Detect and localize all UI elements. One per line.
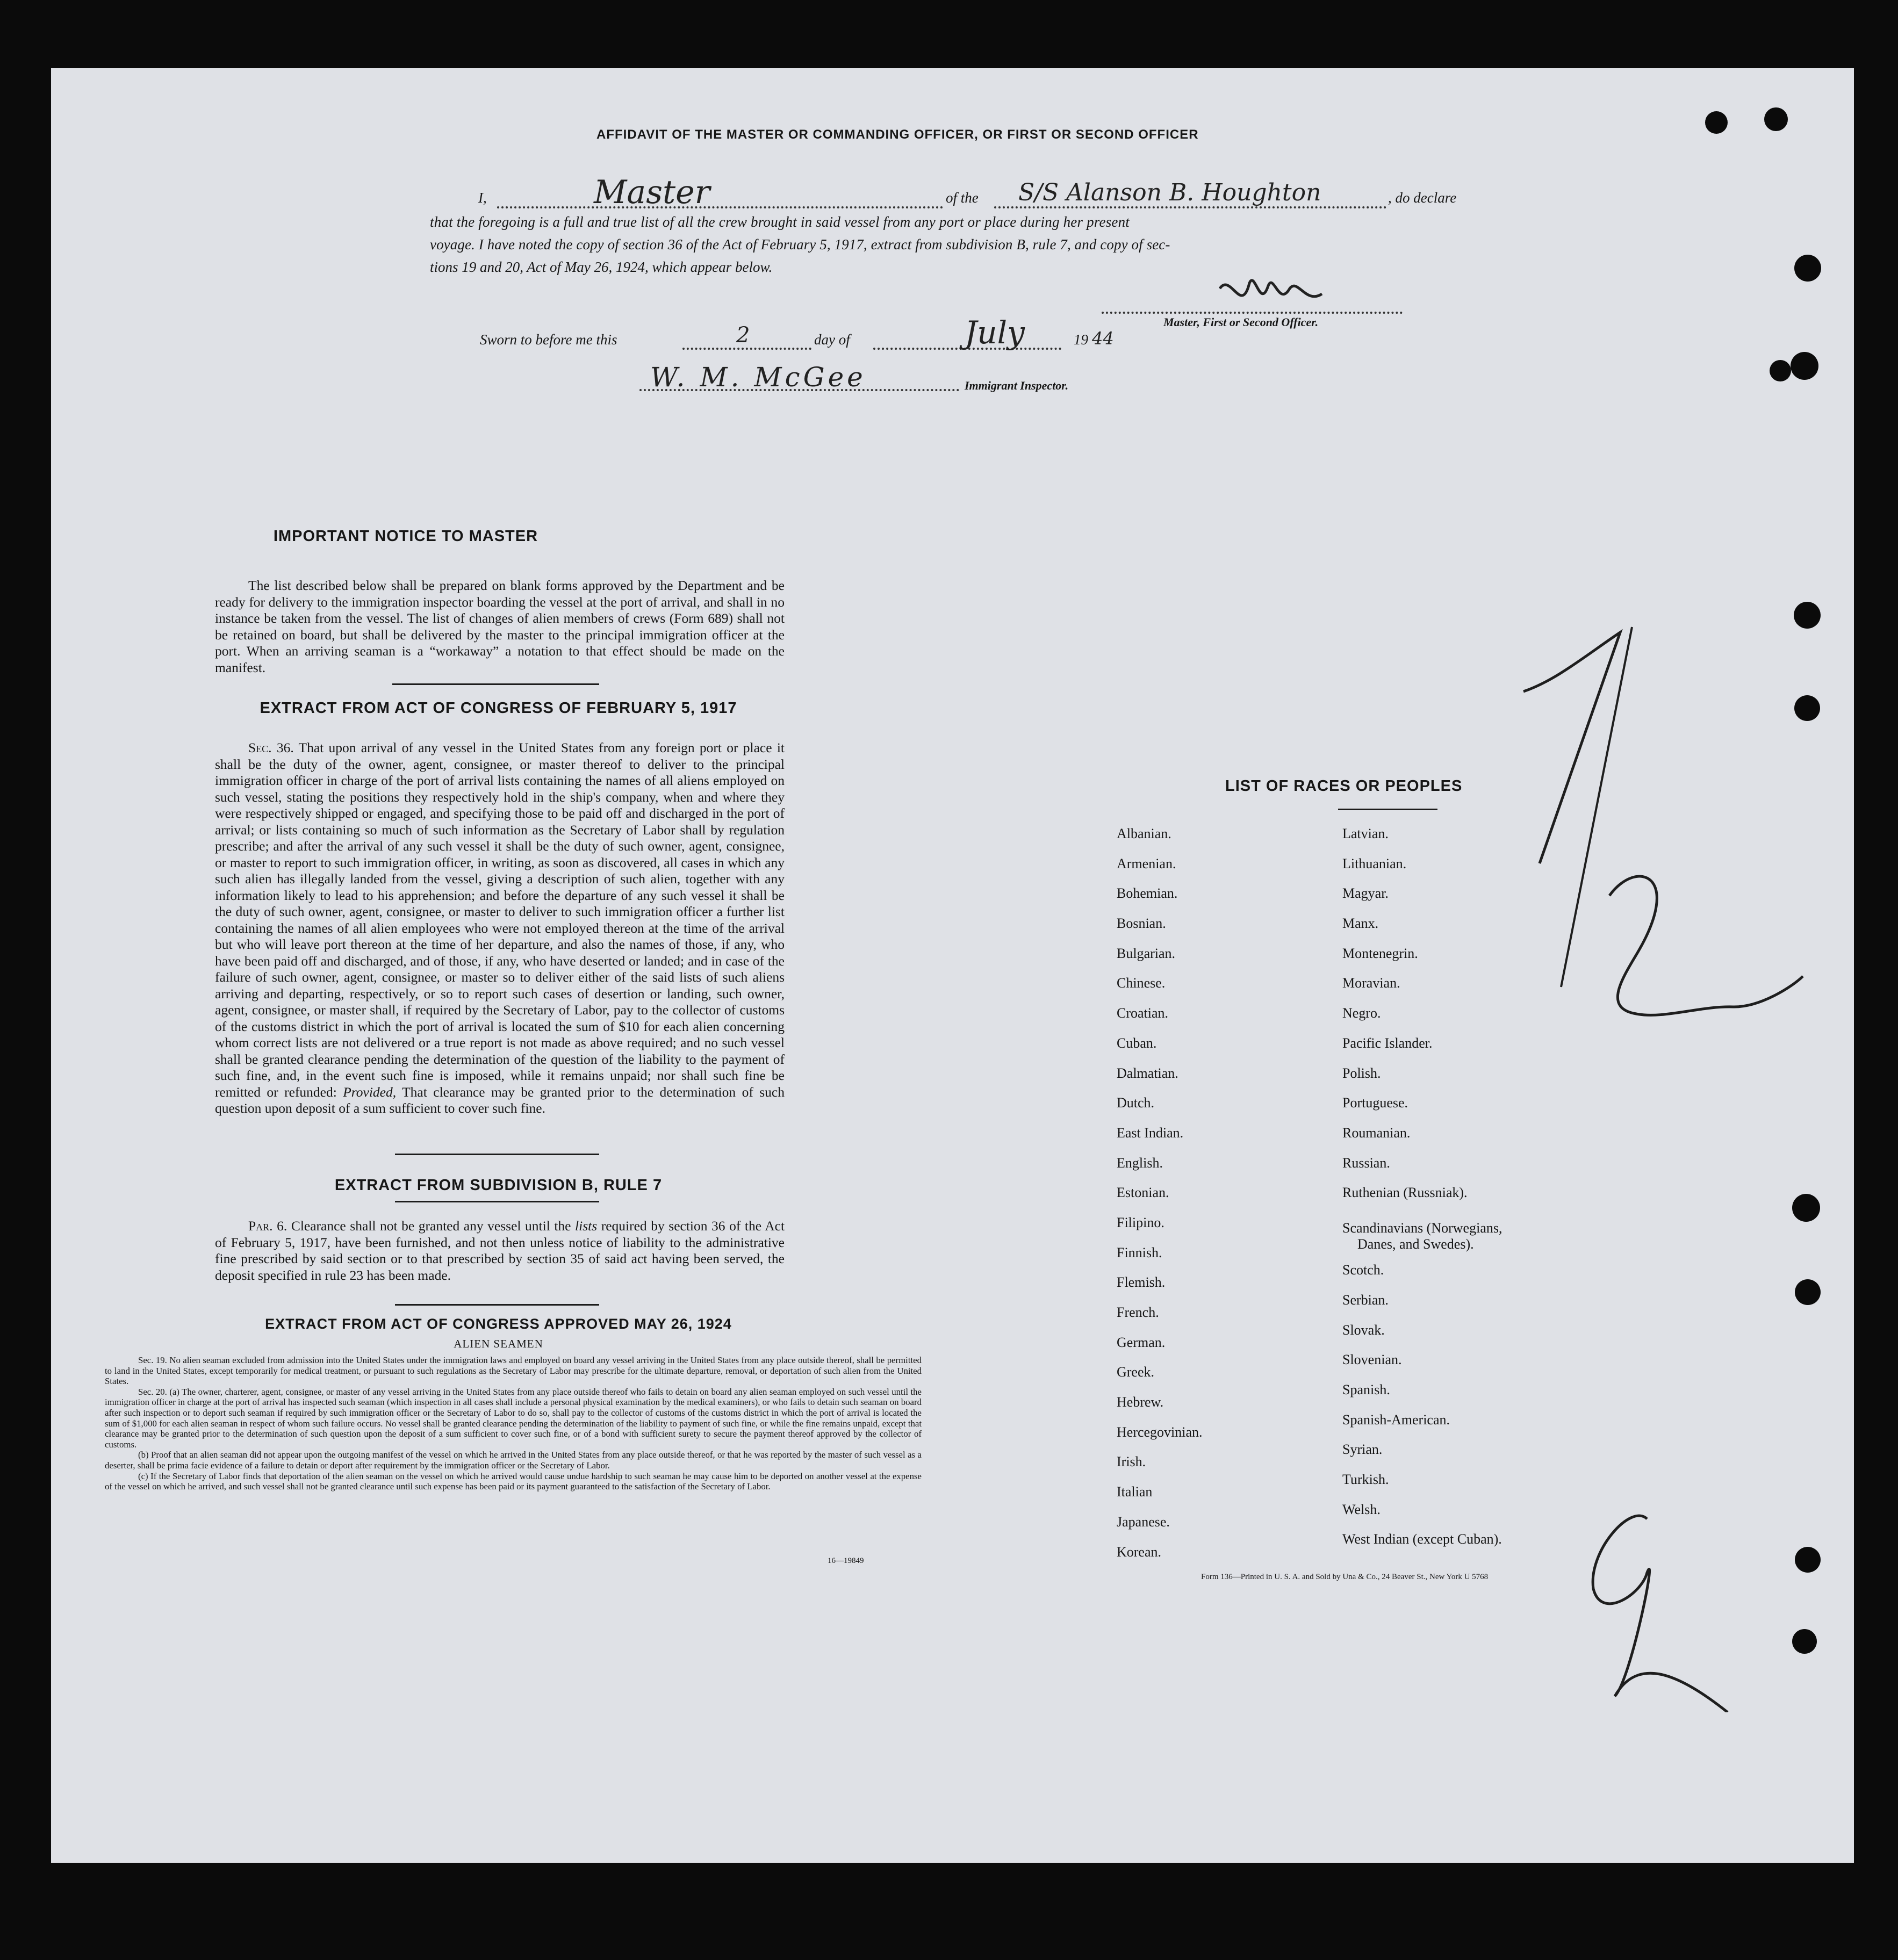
punch-hole xyxy=(1764,107,1788,131)
extract-1917-proviso: That clearance may be granted prior to the determination of such question upon deposit of a sum sufficient to cover such fine. xyxy=(215,1084,785,1116)
rule7-text-b: required by section 36 of the Act of February 5, 1917, have been furnished, and not then unless notice of liability to the administrative fine prescribed by said section or to that prescribed by section 35 of said act having been served, the deposit specified in rule 23 has been made. xyxy=(215,1218,785,1283)
race-item: Welsh. xyxy=(1342,1501,1381,1517)
race-item: Bulgarian. xyxy=(1117,945,1176,961)
race-item: Bosnian. xyxy=(1117,916,1166,932)
race-item: West Indian (except Cuban). xyxy=(1342,1531,1502,1547)
punch-hole xyxy=(1794,255,1821,282)
race-item: Croatian. xyxy=(1117,1005,1169,1021)
affidavit-line-3: voyage. I have noted the copy of section 36 of the Act of February 5, 1917, extract from subdivision B, rule 7, and copy of sec- xyxy=(430,236,1170,253)
document-page xyxy=(51,68,1854,1863)
race-item: Italian xyxy=(1117,1484,1153,1500)
notice-divider xyxy=(392,683,599,685)
race-item: Serbian. xyxy=(1342,1292,1389,1308)
punch-hole xyxy=(1795,1279,1821,1305)
form-footer: Form 136—Printed in U. S. A. and Sold by Una & Co., 24 Beaver St., New York U 5768 xyxy=(1201,1573,1489,1581)
race-item: Montenegrin. xyxy=(1342,945,1418,961)
race-item: Magyar. xyxy=(1342,885,1389,902)
extract-1917-title: EXTRACT FROM ACT OF CONGRESS OF FEBRUARY 5, 1917 xyxy=(260,700,737,717)
race-item: Ruthenian (Russniak). xyxy=(1342,1185,1468,1201)
race-item: Chinese. xyxy=(1117,975,1166,991)
race-item: Greek. xyxy=(1117,1364,1155,1380)
sworn-month-handwritten: July xyxy=(965,314,1025,351)
handwritten-marks xyxy=(1459,611,1824,1712)
races-title-divider xyxy=(1338,809,1437,810)
affidavit-name-handwritten: Master xyxy=(594,174,710,211)
race-item: Dalmatian. xyxy=(1117,1065,1178,1081)
race-item: Korean. xyxy=(1117,1544,1162,1560)
punch-hole xyxy=(1791,352,1818,380)
race-item: Pacific Islander. xyxy=(1342,1035,1433,1051)
affidavit-do-declare: , do declare xyxy=(1388,190,1457,206)
race-item: German. xyxy=(1117,1334,1166,1350)
race-item: Bohemian. xyxy=(1117,885,1178,902)
race-item: Lithuanian. xyxy=(1342,855,1407,871)
race-item: Roumanian. xyxy=(1342,1125,1411,1141)
affidavit-line-2: that the foregoing is a full and true list of all the crew brought in said vessel from any port or place during her present xyxy=(430,214,1130,230)
extract-1917-sec-label: Sec. 36. xyxy=(248,740,294,755)
affidavit-vessel-line xyxy=(994,206,1386,208)
sworn-day-handwritten: 2 xyxy=(736,323,750,348)
race-item: Finnish. xyxy=(1117,1244,1162,1260)
punch-hole xyxy=(1770,360,1791,381)
race-item: Negro. xyxy=(1342,1005,1381,1021)
extract-1917-text: That upon arrival of any vessel in the United States from any foreign port or place it shall be the duty of the owner, agent, consignee, or master thereof to deliver to the principal immigration officer in charge of the port of arrival lists containing the names of all aliens employed on such vessel, stating the positions they respectively hold in the ship's company, when and where they were respectively shipped or engaged, and specifying those to be paid off and discharged in the port of arrival; or lists containing so much of such information as the Secretary of Labor shall by regulation prescribe; and after the arrival of any such vessel it shall be the duty of such owner, agent, consignee, or master to report to such immigration officer, in writing, as soon as discovered, all cases in which any such alien has illegally landed from the vessel, giving a description of such alien, together with any information likely to lead to his apprehension; and before the departure of any such vessel it shall be the duty of such owner, agent, consignee, or master to deliver to such immigration officer a further list containing the names of all alien employees who were not employed thereon at the time of the arrival but who will leave port thereon at the time of her departure, and also the names of those, if any, who have been paid off and discharged, and of those, if any, who have deserted or landed; and in case of the failure of such owner, agent, consignee, or master so to deliver either of the said lists of such aliens arriving and departing, respectively, or so to report such cases of desertion or landing, such owner, agent, consignee, or master shall, if required by the Secretary of Labor, pay to the collector of customs of the customs district in which the port of arrival is located the sum of $10 for each alien concerning whom correct lists are not delivered or a true report is not made as above required; and no such vessel shall be granted clearance pending the determination of the question of the liability to the payment of such fine, and, in the event such fine is imposed, while it remains unpaid; nor shall such fine be remitted or refunded: xyxy=(215,740,785,1100)
sworn-label: Sworn to before me this xyxy=(480,332,617,348)
extract-1924-sec19: Sec. 19. No alien seaman excluded from admission into the United States under the immigration laws and employed on board any vessel arriving in the United States from any place outside thereof, shall be permitted to land in the United States, except temporarily for medical treatment, or pursuant to such regulations as the Secretary of Labor may prescribe for the ultimate departure, removal, or deportation of such alien from the United States. xyxy=(105,1355,922,1387)
race-item: Russian. xyxy=(1342,1155,1390,1171)
extract-1924-title: EXTRACT FROM ACT OF CONGRESS APPROVED MAY 26, 1924 xyxy=(265,1316,732,1332)
punch-hole xyxy=(1794,695,1820,721)
race-item: Latvian. xyxy=(1342,826,1389,841)
race-item: Armenian. xyxy=(1117,855,1176,871)
extract-1924-subtitle: ALIEN SEAMEN xyxy=(454,1337,543,1350)
extract-1924-body xyxy=(105,1355,922,1492)
race-item: Slovak. xyxy=(1342,1322,1385,1338)
punch-hole xyxy=(1705,111,1728,134)
race-item: Spanish. xyxy=(1342,1382,1390,1397)
inspector-caption: Immigrant Inspector. xyxy=(965,379,1069,392)
race-item: Cuban. xyxy=(1117,1035,1157,1051)
race-item: Syrian. xyxy=(1342,1442,1383,1458)
rule7-par-label: Par. 6. xyxy=(248,1218,287,1234)
affidavit-i-label: I, xyxy=(478,190,487,206)
race-item: Turkish. xyxy=(1342,1472,1389,1488)
sworn-year-prefix: 19 xyxy=(1074,332,1088,348)
notice-body: The list described below shall be prepared on blank forms approved by the Department and be ready for delivery to the immigration inspector boarding the vessel at the port of arrival, and shall in no instance be taken from the vessel. The list of changes of alien members of crews (Form 689) shall not be retained on board, but shall be delivered by the master to the principal immigration officer at the port. When an arriving seaman is a “workaway” a notation to that effect should be made on the manifest. xyxy=(215,578,785,675)
race-item: Moravian. xyxy=(1342,975,1400,991)
punch-hole xyxy=(1795,1547,1821,1573)
signature-line xyxy=(1102,312,1403,314)
sworn-day-line xyxy=(682,348,811,350)
race-item: Scandinavians (Norwegians, xyxy=(1342,1220,1502,1236)
affidavit-vessel-handwritten: S/S Alanson B. Houghton xyxy=(1018,179,1321,206)
race-item: Irish. xyxy=(1117,1454,1146,1470)
inspector-handwritten: W. M. McGee xyxy=(650,362,866,393)
race-item: East Indian. xyxy=(1117,1125,1184,1141)
race-item: Manx. xyxy=(1342,916,1379,932)
race-item: Estonian. xyxy=(1117,1185,1169,1201)
extract-1924-sec20b: (b) Proof that an alien seaman did not appear upon the outgoing manifest of the vessel on which he arrived in the United States from any place outside thereof, or that he was reported by the master of such vessel as a deserter, shall be prima facie evidence of a failure to detain or deport after requirement by the immigration officer or the Secretary of Labor. xyxy=(105,1450,922,1471)
extract-1917-body xyxy=(215,740,785,1117)
punch-hole xyxy=(1794,602,1821,629)
race-item: French. xyxy=(1117,1305,1159,1320)
races-title: LIST OF RACES OR PEOPLES xyxy=(1225,777,1463,795)
affidavit-title: AFFIDAVIT OF THE MASTER OR COMMANDING OFFICER, OR FIRST OR SECOND OFFICER xyxy=(596,127,1199,142)
race-item: Hercegovinian. xyxy=(1117,1424,1203,1440)
notice-title: IMPORTANT NOTICE TO MASTER xyxy=(273,528,538,545)
race-item: Spanish-American. xyxy=(1342,1411,1450,1428)
race-item: Albanian. xyxy=(1117,826,1171,841)
race-item: English. xyxy=(1117,1155,1163,1171)
punch-hole xyxy=(1792,1194,1820,1222)
signature-caption: Master, First or Second Officer. xyxy=(1163,315,1319,329)
rule7-divider xyxy=(395,1304,599,1306)
extract-1917-divider xyxy=(395,1154,599,1155)
affidavit-of-the: of the xyxy=(946,190,979,206)
rule7-title-divider xyxy=(395,1201,599,1202)
print-code: 16—19849 xyxy=(828,1557,864,1565)
race-item: Portuguese. xyxy=(1342,1095,1408,1111)
race-item: Dutch. xyxy=(1117,1095,1155,1111)
rule7-body xyxy=(215,1218,785,1284)
sworn-year-handwritten: 44 xyxy=(1092,328,1114,349)
race-item: Flemish. xyxy=(1117,1274,1166,1291)
extract-1924-sec20a: Sec. 20. (a) The owner, charterer, agent, consignee, or master of any vessel arriving in the United States from any place outside thereof who fails to detain on board any alien seaman employed on such vessel until the immigration officer in charge at the port of arrival has inspected such seaman (which inspection in all cases shall include a personal physical examination by the medical examiners), or who fails to detain such seaman on board after such inspection or to deport such seaman if required by such immigration officer or the Secretary of Labor to do so, shall pay to the collector of customs of the customs district in which the port of arrival is located the sum of $1,000 for each alien seaman in respect of whom such failure occurs. No vessel shall be granted clearance pending the determination of the liability to payment of such fine, or while the fine remains unpaid, except that clearance may be granted prior to the determination of such question upon the deposit of a sum sufficient to cover such fine, or of a bond with sufficient surety to secure the payment thereof approved by the collector of customs. xyxy=(105,1386,922,1450)
punch-hole xyxy=(1792,1629,1817,1654)
rule7-text-a: Clearance shall not be granted any vessel until the xyxy=(291,1218,571,1234)
extract-1924-sec20c: (c) If the Secretary of Labor finds that deportation of the alien seaman on the vessel on which he arrived would cause undue hardship to such seaman he may cause him to be deported on another vessel at the expense of the vessel on which he arrived, and such vessel shall not be granted clearance until such expense has been paid or its payment guaranteed to the satisfaction of the Secretary of Labor. xyxy=(105,1471,922,1492)
extract-1917-proviso-word: Provided, xyxy=(343,1084,397,1100)
affidavit-name-line xyxy=(497,206,943,208)
rule7-title: EXTRACT FROM SUBDIVISION B, RULE 7 xyxy=(334,1177,663,1194)
rule7-lists-word: lists xyxy=(575,1218,598,1234)
race-item: Japanese. xyxy=(1117,1514,1170,1530)
races-left-column xyxy=(1117,826,1321,1574)
race-item: Danes, and Swedes). xyxy=(1357,1236,1474,1252)
race-item: Polish. xyxy=(1342,1065,1381,1081)
race-item: Hebrew. xyxy=(1117,1394,1164,1410)
race-item: Slovenian. xyxy=(1342,1352,1402,1368)
affidavit-line-4: tions 19 and 20, Act of May 26, 1924, which appear below. xyxy=(430,259,773,275)
sworn-day-of: day of xyxy=(814,332,850,348)
race-item: Scotch. xyxy=(1342,1262,1384,1278)
race-item: Filipino. xyxy=(1117,1214,1164,1230)
